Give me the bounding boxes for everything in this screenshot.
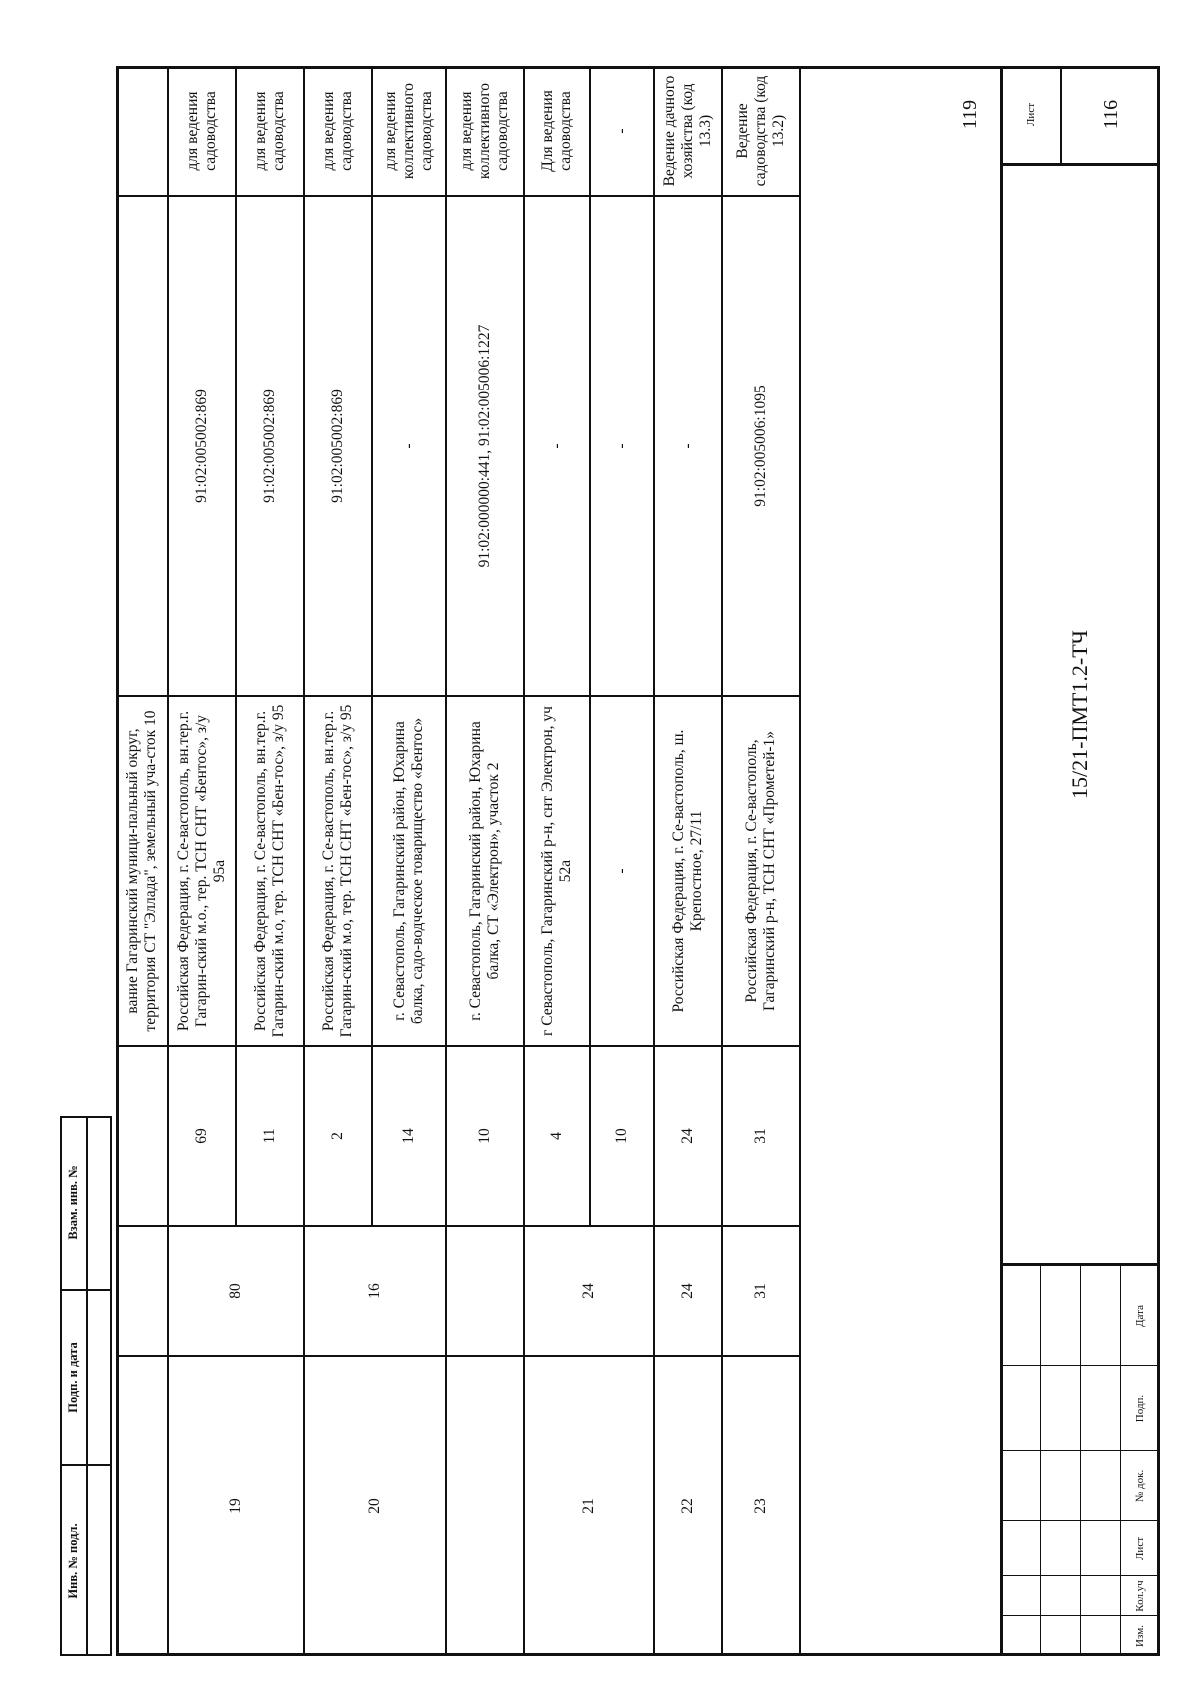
stamp-podp-i-data: Подп. и дата (65, 1342, 80, 1413)
stamp-inv-no-podl: Инв. № подл. (65, 1523, 80, 1599)
row-permitted-use: для ведения садоводства (252, 91, 287, 171)
row-permitted-use (116, 66, 168, 196)
row-count: 69 (193, 1128, 211, 1144)
row-cadastral-block (116, 196, 168, 696)
row-address: Российская Федерация, г. Се-вастополь, вн.тер.г. Гагарин-ский м.о., тер. ТСН СНТ «Бентос», з/у 95а (175, 710, 228, 1032)
row-permitted-use: Для ведения садоводства (539, 90, 574, 172)
row-cadastral-block: - (400, 443, 418, 449)
row-area: 16 (366, 1283, 384, 1299)
row-number: 22 (679, 1498, 697, 1514)
row-number: 23 (752, 1498, 770, 1514)
sig-label-izm: Изм. (1133, 1625, 1146, 1647)
row-area: 24 (679, 1283, 697, 1299)
sheet-label: Лист (1025, 102, 1038, 127)
sig-grid-row (1040, 1266, 1041, 1656)
row-number: 20 (366, 1498, 384, 1514)
sig-label-podp: Подп. (1133, 1394, 1146, 1423)
row-number: 21 (580, 1498, 598, 1514)
row-permitted-use: для ведения коллективного садоводства (382, 82, 435, 180)
row-address: г. Севастополь, Гагаринский район, Юхарина балка, садо-водческое товарищество «Бентос» (391, 717, 426, 1025)
sig-label-no-dok: № док. (1133, 1469, 1146, 1503)
sig-grid-row (1080, 1266, 1081, 1656)
row-count: 4 (548, 1132, 566, 1140)
row-area: 80 (227, 1283, 245, 1299)
row-cadastral-block: 91:02:005002:869 (329, 389, 347, 503)
row-area (446, 1226, 524, 1356)
handwritten-number: 119 (958, 99, 981, 130)
row-count: 14 (400, 1128, 418, 1144)
row-count: 2 (329, 1132, 347, 1140)
row-permitted-use: для ведения садоводства (320, 91, 355, 171)
row-number: 19 (227, 1498, 245, 1514)
row-cadastral-block: - (548, 443, 566, 449)
row-count (116, 1046, 168, 1226)
row-address: Российская Федерация, г. Се-вастополь, вн.тер.г. Гагарин-ский м.о, тер. ТСН СНТ «Бен-тос», з/у 95 (252, 704, 287, 1038)
sig-label-data: Дата (1133, 1305, 1146, 1327)
row-count: 31 (752, 1128, 770, 1144)
row-area: 24 (580, 1283, 598, 1299)
row-number (446, 1356, 524, 1656)
row-count: 10 (613, 1128, 631, 1144)
row-number (116, 1356, 168, 1656)
row-address: г. Севастополь, Гагаринский район, Юхарина балка, СТ «Электрон», участок 2 (467, 721, 502, 1021)
row-permitted-use: для ведения коллективного садоводства (458, 82, 511, 180)
row-count: 24 (679, 1128, 697, 1144)
row-area (116, 1226, 168, 1356)
row-cadastral-block: - (613, 443, 631, 449)
row-cadastral-block: 91:02:000000:441, 91:02:005006:1227 (476, 324, 494, 568)
row-count: 10 (476, 1128, 494, 1144)
stamp-vzam-inv-no: Взам. инв. № (65, 1165, 80, 1240)
row-area: 31 (752, 1283, 770, 1299)
row-address: вание Гагаринский муници-пальный округ, территория СТ "Эллада", земельный уча-сток 10 (124, 710, 159, 1032)
row-permitted-use: Ведение дачного хозяйства (код 13.3) (661, 75, 714, 187)
sig-label-list: Лист (1133, 1536, 1146, 1561)
doc-code: 15/21-ПМТ1.2-ТЧ (1067, 630, 1093, 799)
row-permitted-use: для ведения садоводства (184, 91, 219, 171)
row-cadastral-block: 91:02:005006:1095 (752, 385, 770, 507)
row-address: - (613, 868, 631, 874)
row-permitted-use: Ведение садоводства (код 13.2) (734, 75, 787, 187)
row-cadastral-block: 91:02:005002:869 (261, 389, 279, 503)
row-address: г Севастополь, Гагаринский р-н, снт Электрон, уч 52а (539, 706, 574, 1036)
row-address: Российская Федерация, г. Се-вастополь, ш. Крепостное, 27/11 (670, 729, 705, 1013)
row-cadastral-block: - (679, 443, 697, 449)
row-address: Российская Федерация, г. Се-вастополь, Гагаринский р-н, ТСН СНТ «Прометей-1» (743, 730, 778, 1012)
row-count: 11 (261, 1128, 279, 1144)
row-cadastral-block: 91:02:005002:869 (193, 389, 211, 503)
row-permitted-use: - (613, 128, 631, 134)
sig-label-kol-uch: Кол.уч (1133, 1580, 1146, 1612)
row-address: Российская Федерация, г. Се-вастополь, вн.тер.г. Гагарин-ский м.о, тер. ТСН СНТ «Бен-тос», з/у 95 (320, 704, 355, 1038)
sheet-number: 116 (1099, 99, 1122, 130)
